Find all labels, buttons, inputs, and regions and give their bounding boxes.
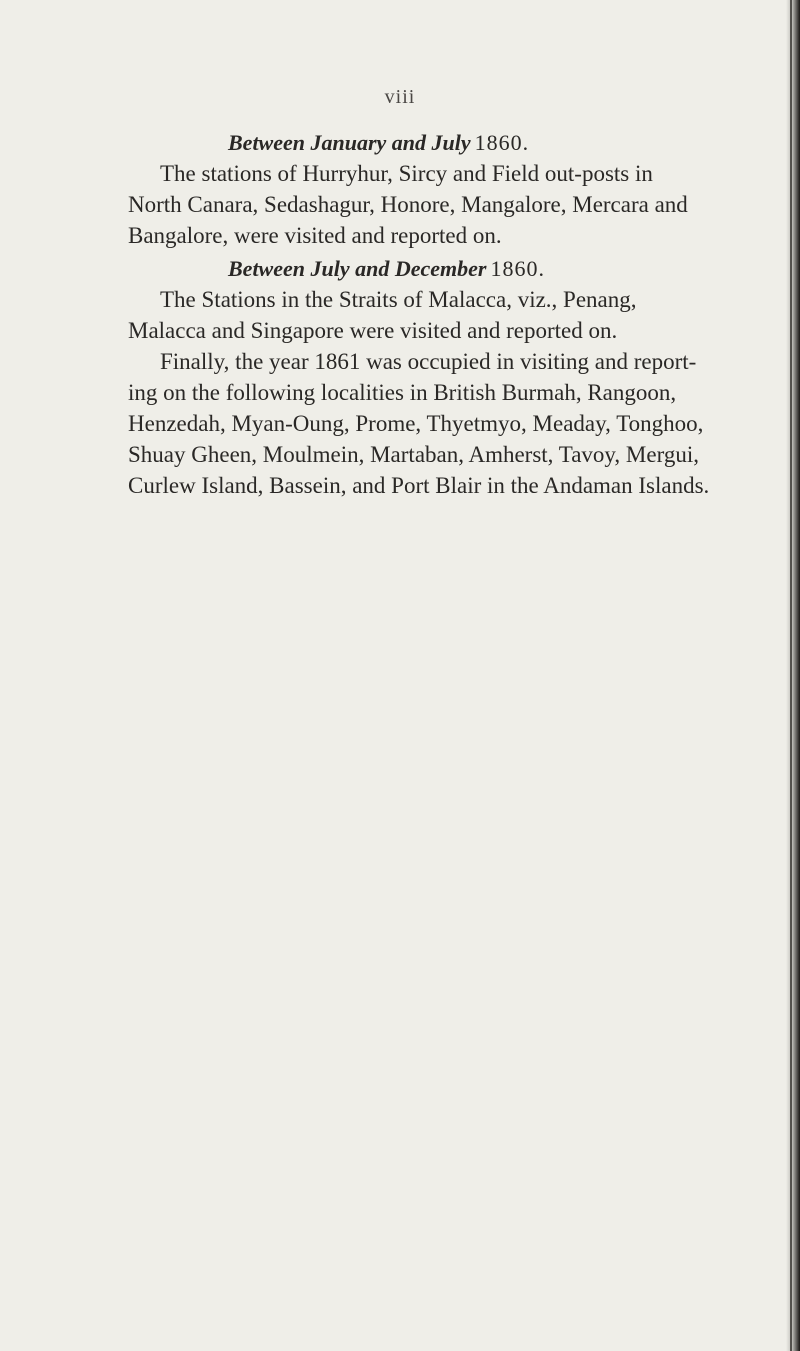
page-number: viii [384, 86, 416, 108]
text-line: Henzedah, Myan-Oung, Prome, Thyetmyo, Meaday, Tonghoo, [128, 411, 704, 436]
paragraph-jan-jul-1860 [128, 158, 768, 251]
paragraph-jul-dec-1860 [128, 284, 768, 346]
text-line: The stations of Hurryhur, Sircy and Field out-posts in [160, 161, 653, 186]
text-line: Malacca and Singapore were visited and reported on. [128, 318, 618, 343]
text-line: Shuay Gheen, Moulmein, Martaban, Amherst, Tavoy, Mergui, [128, 442, 699, 467]
heading-year: 1860. [474, 130, 530, 155]
section-heading-jan-jul-1860 [228, 128, 768, 158]
heading-year: 1860. [490, 256, 545, 281]
text-line: ing on the following localities in British Burmah, Rangoon, [128, 380, 677, 405]
paragraph-1861 [128, 346, 768, 501]
body-text [128, 128, 768, 501]
text-line: Bangalore, were visited and reported on. [128, 223, 502, 248]
page-edge-shadow [786, 0, 800, 1351]
text-line: The Stations in the Straits of Malacca, viz., Penang, [160, 287, 637, 312]
page-binding-edge [790, 0, 792, 1351]
heading-italic-text: Between January and July [228, 130, 471, 155]
heading-italic-text: Between July and December [228, 256, 487, 281]
section-heading-jul-dec-1860 [228, 254, 768, 284]
text-line: Finally, the year 1861 was occupied in visiting and report- [160, 349, 697, 374]
text-line: Curlew Island, Bassein, and Port Blair in the Andaman Islands. [128, 473, 710, 498]
text-line: North Canara, Sedashagur, Honore, Mangalore, Mercara and [128, 192, 688, 217]
